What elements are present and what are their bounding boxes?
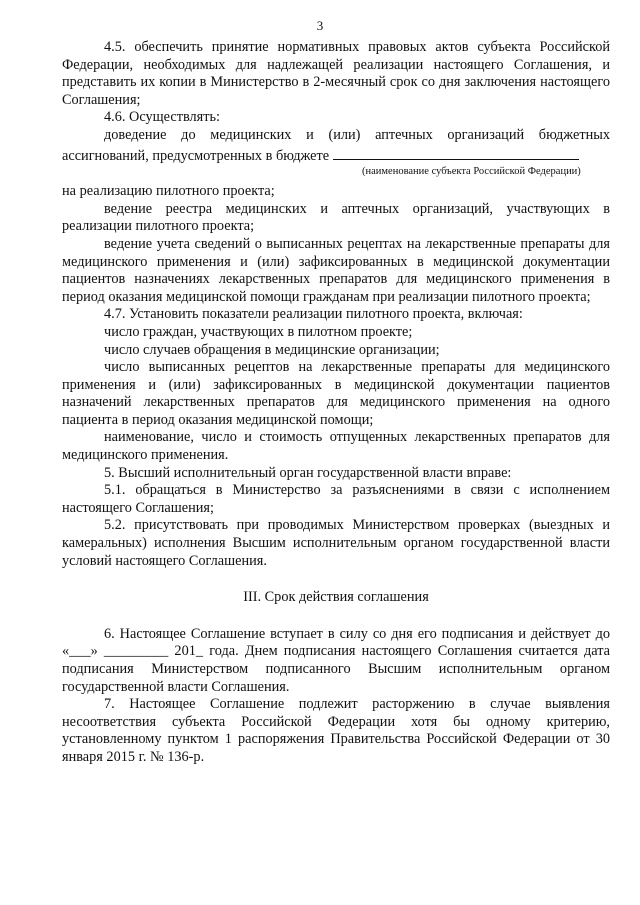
paragraph-4-7-visits: число случаев обращения в медицинские организации; <box>104 341 440 358</box>
paragraph-4-7-drugs: наименование, число и стоимость отпущенных лекарственных препаратов для медицинского применения. <box>62 429 610 464</box>
spacer <box>62 570 610 589</box>
spacer <box>62 607 610 626</box>
paragraph-4-6: 4.6. Осуществлять: <box>104 109 220 126</box>
paragraph-5-1: 5.1. обращаться в Министерство за разъяснениями в связи с исполнением настоящего Соглашения; <box>62 482 610 516</box>
budget-name-blank <box>333 145 579 160</box>
funding-text: доведение до медицинских и (или) аптечных организаций бюджетных ассигнований, предусмотренных в бюджете <box>62 126 610 164</box>
paragraph-4-7-citizens: число граждан, участвующих в пилотном проекте; <box>104 323 413 340</box>
paragraph-4-7-prescriptions: число выписанных рецептов на лекарственные препараты для медицинского применения и (или) зафиксированных в медицинской документации пациентов назначений лекарственных препаратов для медицинского применения на одного пациента в период оказания медицинской помощи; <box>62 359 610 428</box>
blank-caption: (наименование субъекта Российской Федерации) <box>362 166 581 178</box>
paragraph-4-6-funding <box>62 127 610 165</box>
paragraph-7: 7. Настоящее Соглашение подлежит расторжению в случае выявления несоответствия субъекта Российской Федерации хотя бы одному критерию, установленному пунктом 1 распоряжения Правительства Российской Федерации от 30 января 2015 г. № 136-р. <box>62 696 610 765</box>
paragraph-4-6-funding-end: на реализацию пилотного проекта; <box>62 183 275 200</box>
paragraph-5: 5. Высший исполнительный орган государственной власти вправе: <box>104 464 512 481</box>
paragraph-6: 6. Настоящее Соглашение вступает в силу со дня его подписания и действует до «___» _________ 201_ года. Днем подписания настоящего Соглашения считается дата подписания Министерством подписанного Высшим исполнительным органом государственной власти Соглашения. <box>62 625 610 695</box>
paragraph-5-2: 5.2. присутствовать при проводимых Министерством проверках (выездных и камеральных) исполнения Высшим исполнительным органом государственной власти условий настоящего Соглашения. <box>62 517 610 569</box>
section-heading: III. Срок действия соглашения <box>243 589 429 606</box>
paragraph-4-6-registry: ведение реестра медицинских и аптечных организаций, участвующих в реализации пилотного проекта; <box>62 200 610 235</box>
page-number: 3 <box>316 18 324 33</box>
paragraph-4-5: 4.5. обеспечить принятие нормативных правовых актов субъекта Российской Федерации, необходимых для надлежащей реализации настоящего Соглашения, и представить их копии в Министерство в 2-месячный срок со дня заключения настоящего Соглашения; <box>62 39 610 108</box>
paragraph-4-7: 4.7. Установить показатели реализации пилотного проекта, включая: <box>104 306 523 323</box>
document-body <box>62 39 610 767</box>
paragraph-4-6-accounting: ведение учета сведений о выписанных рецептах на лекарственные препараты для медицинского применения и (или) зафиксированных в медицинской документации пациентов назначениях лекарственных препаратов для медицинского применения в период оказания медицинской помощи гражданам при реализации пилотного проекта; <box>62 235 610 305</box>
